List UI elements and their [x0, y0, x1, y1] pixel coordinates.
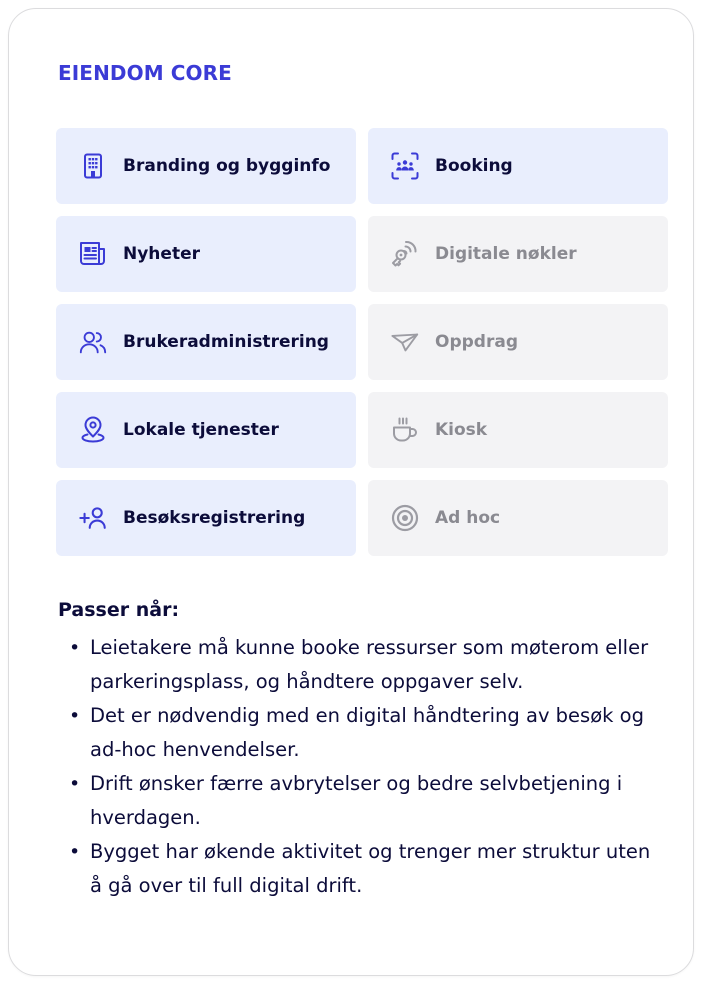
bullet-glyph: •: [69, 773, 81, 795]
location-pin-icon: [78, 415, 108, 445]
module-tile-besoksregistrering[interactable]: [56, 480, 356, 556]
bullet-glyph: •: [69, 705, 81, 727]
module-tile-kiosk[interactable]: [368, 392, 668, 468]
module-tile-booking[interactable]: [368, 128, 668, 204]
key-signal-icon: [390, 239, 420, 269]
list-item-text: Drift ønsker færre avbrytelser og bedre selvbetjening i hverdagen.: [90, 772, 623, 829]
module-tile-lokale-tjenester[interactable]: [56, 392, 356, 468]
list-item: [67, 699, 667, 767]
users-icon: [78, 327, 108, 357]
eiendom-core-card: [8, 8, 694, 976]
module-label: Besøksregistrering: [123, 508, 306, 528]
list-item-text: Det er nødvendig med en digital håndtering av besøk og ad-hoc henvendelser.: [90, 704, 644, 761]
module-tile-nyheter[interactable]: [56, 216, 356, 292]
module-label: Lokale tjenester: [123, 420, 279, 440]
fit-section-title: Passer når:: [58, 599, 180, 621]
list-item-text: Leietakere må kunne booke ressurser som møterom eller parkeringsplass, og håndtere oppgaver selv.: [90, 636, 649, 693]
fit-list: [67, 631, 667, 903]
module-tile-brukeradministrering[interactable]: [56, 304, 356, 380]
people-scan-icon: [390, 151, 420, 181]
module-grid: [56, 128, 668, 556]
list-item: [67, 767, 667, 835]
paper-plane-icon: [390, 327, 420, 357]
list-item: [67, 631, 667, 699]
bullet-glyph: •: [69, 841, 81, 863]
module-label: Nyheter: [123, 244, 200, 264]
card-title: EIENDOM CORE: [58, 61, 232, 85]
module-tile-branding[interactable]: [56, 128, 356, 204]
module-label: Ad hoc: [435, 508, 501, 528]
list-item-text: Bygget har økende aktivitet og trenger mer struktur uten å gå over til full digital drift.: [90, 840, 651, 897]
add-user-icon: [78, 503, 108, 533]
module-label: Oppdrag: [435, 332, 518, 352]
newspaper-icon: [78, 239, 108, 269]
module-label: Kiosk: [435, 420, 488, 440]
target-icon: [390, 503, 420, 533]
list-item: [67, 835, 667, 903]
module-label: Brukeradministrering: [123, 332, 329, 352]
module-tile-digitale-nokler[interactable]: [368, 216, 668, 292]
module-tile-ad-hoc[interactable]: [368, 480, 668, 556]
module-tile-oppdrag[interactable]: [368, 304, 668, 380]
bullet-glyph: •: [69, 637, 81, 659]
module-label: Branding og bygginfo: [123, 156, 331, 176]
building-icon: [78, 151, 108, 181]
module-label: Digitale nøkler: [435, 244, 577, 264]
coffee-cup-icon: [390, 415, 420, 445]
module-label: Booking: [435, 156, 513, 176]
